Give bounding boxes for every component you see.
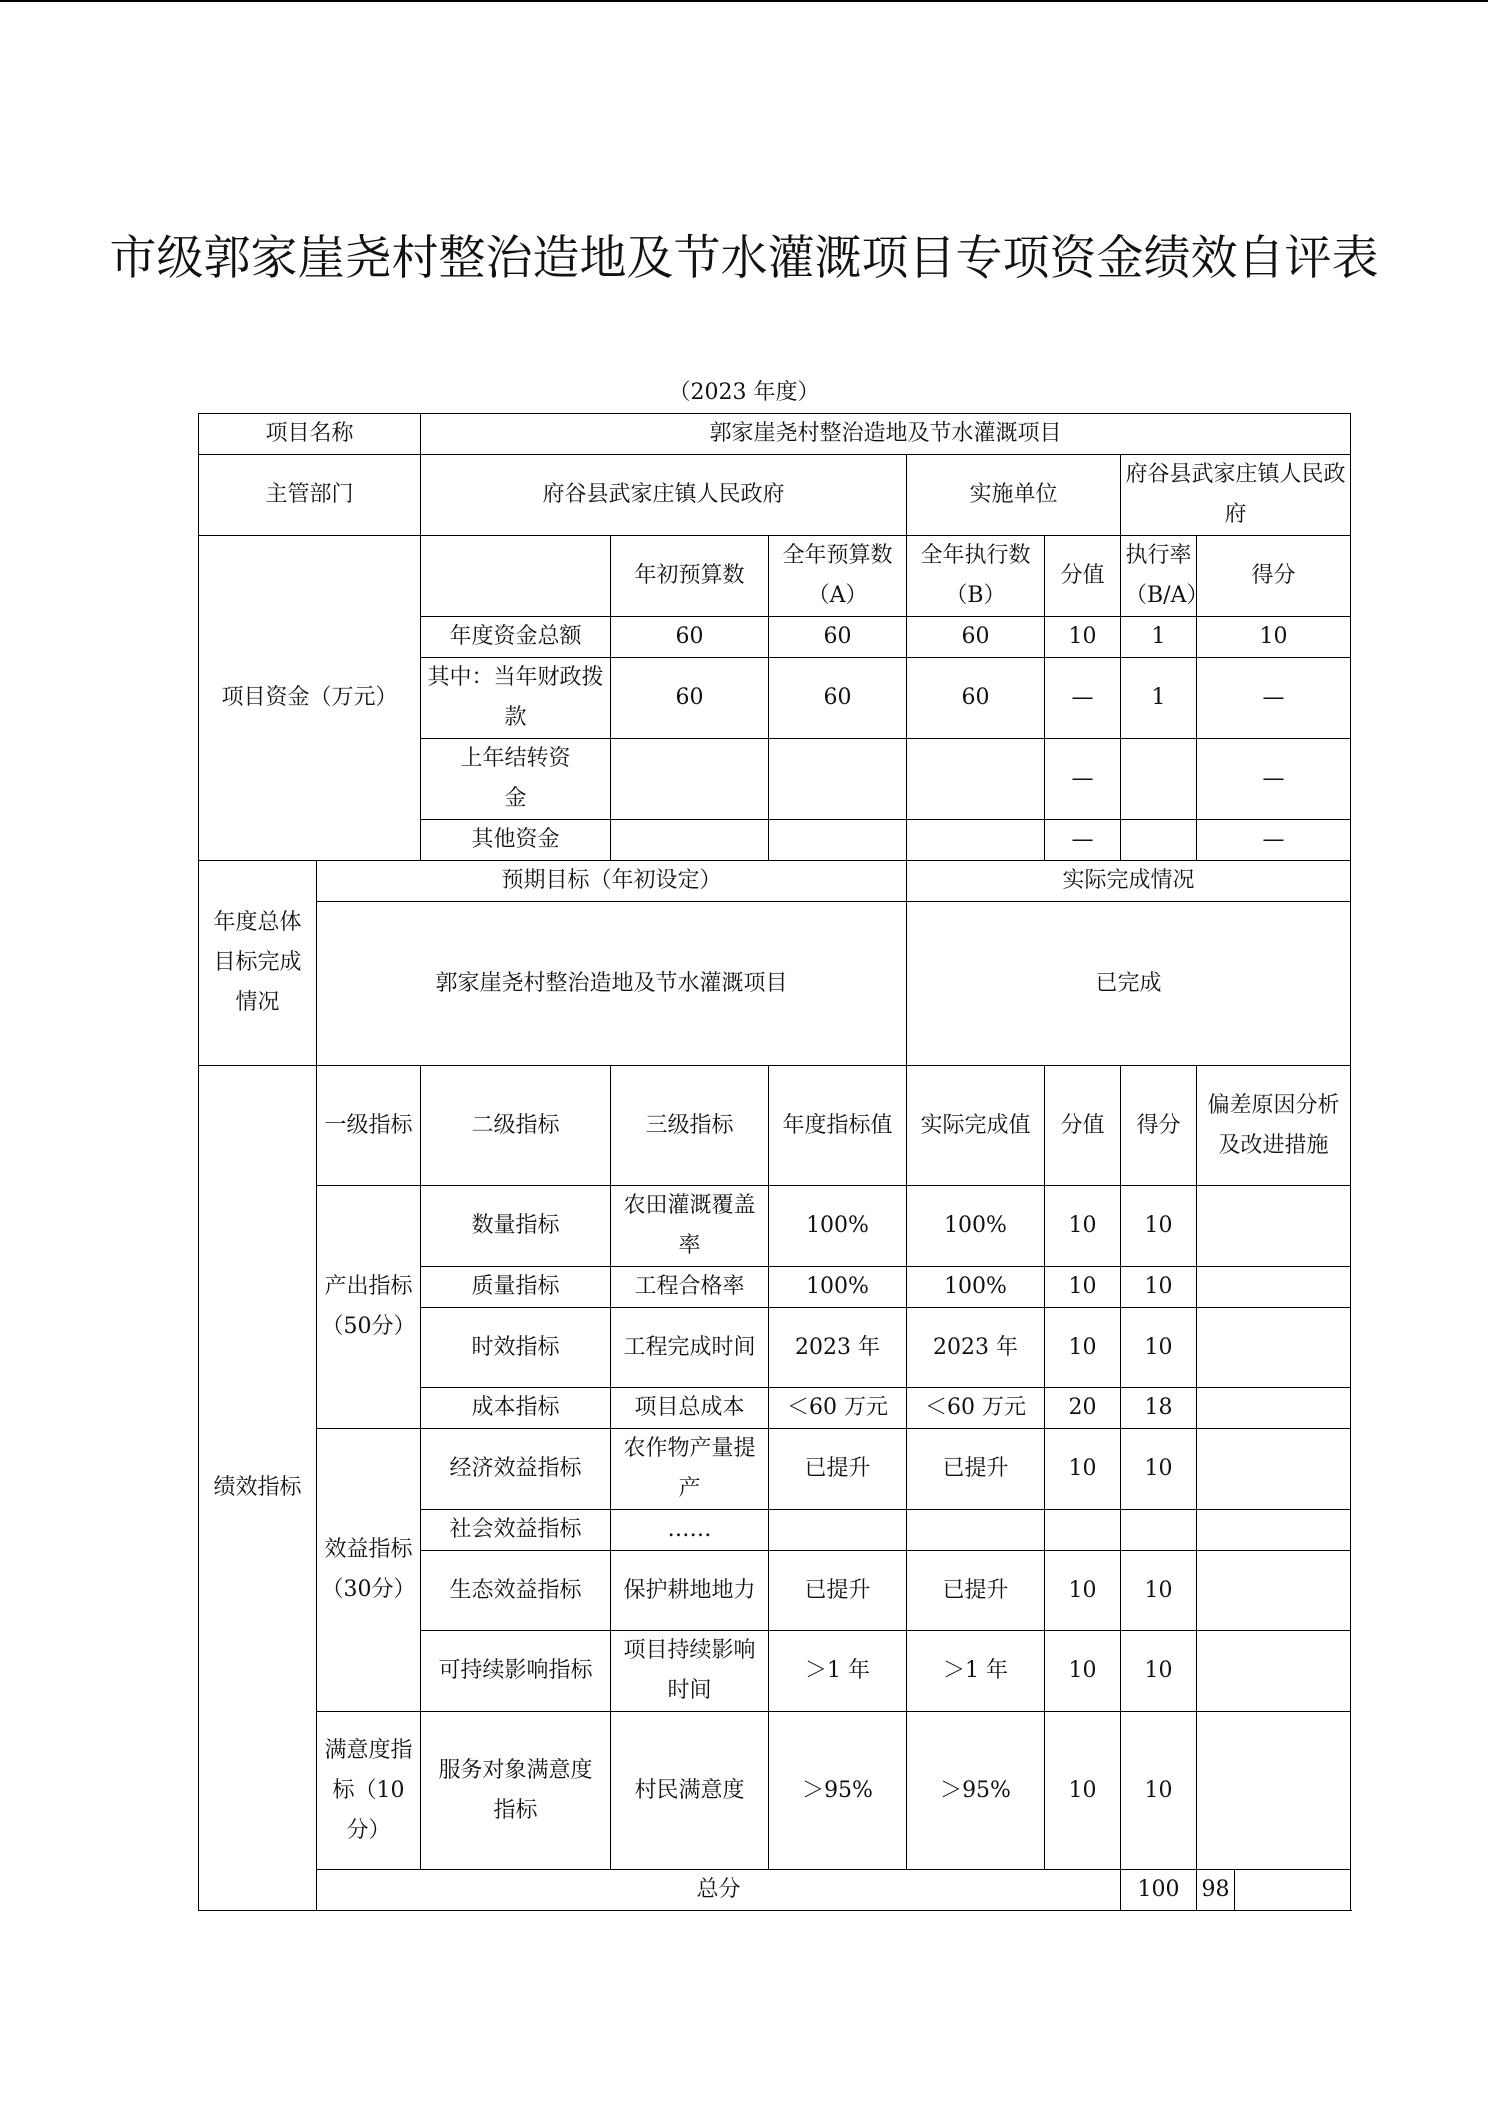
funds-header-rate: 执行率（B/A） — [1121, 536, 1197, 617]
perf-header-l1: 一级指标 — [317, 1066, 421, 1186]
funds-row-score: — — [1197, 739, 1351, 820]
perf-header-l2: 二级指标 — [421, 1066, 611, 1186]
impl-value: 府谷县武家庄镇人民政府 — [1121, 455, 1351, 536]
funds-row-score-value: — — [1045, 820, 1121, 861]
perf-header-target: 年度指标值 — [769, 1066, 907, 1186]
performance-table — [198, 413, 1351, 1911]
perf-row-l3: 项目总成本 — [611, 1388, 769, 1429]
page-title — [0, 218, 1488, 300]
perf-row-l2: 时效指标 — [421, 1308, 611, 1388]
funds-header-score-value: 分值 — [1045, 536, 1121, 617]
perf-header-note: 偏差原因分析及改进措施 — [1197, 1066, 1351, 1186]
funds-row-score: 10 — [1197, 617, 1351, 658]
impl-label: 实施单位 — [907, 455, 1121, 536]
row-perf-header — [199, 1066, 1351, 1186]
year-subtitle: （2023 年度） — [668, 380, 820, 405]
funds-row-score-value: 10 — [1045, 617, 1121, 658]
funds-row-score-value: — — [1045, 658, 1121, 739]
perf-row-l3: 工程合格率 — [611, 1267, 769, 1308]
perf-row-l2: 社会效益指标 — [421, 1510, 611, 1551]
perf-row-actual: 100% — [907, 1267, 1045, 1308]
perf-row-target: ＜60 万元 — [769, 1388, 907, 1429]
page-top-border — [0, 0, 1488, 2]
perf-row-note — [1197, 1388, 1351, 1429]
perf-row-target: 已提升 — [769, 1429, 907, 1510]
goal-label: 年度总体目标完成情况 — [199, 861, 317, 1066]
perf-row-actual: ＞95% — [907, 1712, 1045, 1870]
dept-label: 主管部门 — [199, 455, 421, 536]
goal-actual-value: 已完成 — [907, 902, 1351, 1066]
funds-row-rate — [1121, 820, 1197, 861]
total-score: 98 — [1197, 1870, 1235, 1911]
perf-row-l2: 质量指标 — [421, 1267, 611, 1308]
perf-row-target: 100% — [769, 1186, 907, 1267]
perf-row-l2: 生态效益指标 — [421, 1551, 611, 1631]
funds-header-blank — [421, 536, 611, 617]
perf-row-score: 10 — [1121, 1267, 1197, 1308]
funds-row-exec — [907, 820, 1045, 861]
row-funds-header — [199, 536, 1351, 617]
perf-row-actual: ＞1 年 — [907, 1631, 1045, 1712]
perf-row — [199, 1429, 1351, 1510]
row-department — [199, 455, 1351, 536]
perf-row-actual: 100% — [907, 1186, 1045, 1267]
perf-header-actual: 实际完成值 — [907, 1066, 1045, 1186]
perf-row-l3: 项目持续影响时间 — [611, 1631, 769, 1712]
perf-row-actual: 已提升 — [907, 1551, 1045, 1631]
perf-row-l2: 经济效益指标 — [421, 1429, 611, 1510]
row-project-name — [199, 414, 1351, 455]
row-total — [199, 1870, 1351, 1911]
perf-row-note — [1197, 1429, 1351, 1510]
funds-row-budget — [769, 739, 907, 820]
perf-row — [199, 1712, 1351, 1870]
funds-row-name: 上年结转资金 — [421, 739, 611, 820]
page-title-text: 市级郭家崖尧村整治造地及节水灌溉项目专项资金绩效自评表 — [109, 231, 1379, 286]
perf-row-value: 10 — [1045, 1308, 1121, 1388]
funds-row-initial: 60 — [611, 658, 769, 739]
perf-header-score: 得分 — [1121, 1066, 1197, 1186]
total-value: 100 — [1121, 1870, 1197, 1911]
perf-row-l3: …… — [611, 1510, 769, 1551]
perf-row-value: 10 — [1045, 1267, 1121, 1308]
perf-header-l3: 三级指标 — [611, 1066, 769, 1186]
funds-header-budget: 全年预算数（A） — [769, 536, 907, 617]
perf-row-value — [1045, 1510, 1121, 1551]
benefit-label: 效益指标（30分） — [317, 1429, 421, 1712]
funds-row-score: — — [1197, 820, 1351, 861]
perf-row-l2: 可持续影响指标 — [421, 1631, 611, 1712]
funds-row-initial — [611, 739, 769, 820]
funds-row-rate — [1121, 739, 1197, 820]
goal-expected-value: 郭家崖尧村整治造地及节水灌溉项目 — [317, 902, 907, 1066]
project-name-value: 郭家崖尧村整治造地及节水灌溉项目 — [421, 414, 1351, 455]
perf-row-actual: 已提升 — [907, 1429, 1045, 1510]
perf-row-l2: 服务对象满意度指标 — [421, 1712, 611, 1870]
perf-row-value: 10 — [1045, 1712, 1121, 1870]
perf-row-value: 20 — [1045, 1388, 1121, 1429]
perf-row-target — [769, 1510, 907, 1551]
funds-row-exec: 60 — [907, 617, 1045, 658]
perf-row-actual: 2023 年 — [907, 1308, 1045, 1388]
funds-row-budget — [769, 820, 907, 861]
perf-row-score: 10 — [1121, 1429, 1197, 1510]
funds-row-budget: 60 — [769, 658, 907, 739]
perf-row-actual: ＜60 万元 — [907, 1388, 1045, 1429]
funds-row-exec: 60 — [907, 658, 1045, 739]
perf-header-value: 分值 — [1045, 1066, 1121, 1186]
perf-row-value: 10 — [1045, 1429, 1121, 1510]
perf-row-score: 10 — [1121, 1712, 1197, 1870]
perf-row-target: 已提升 — [769, 1551, 907, 1631]
perf-row-note — [1197, 1267, 1351, 1308]
perf-row-value: 10 — [1045, 1631, 1121, 1712]
funds-row-score-value: — — [1045, 739, 1121, 820]
perf-row-value: 10 — [1045, 1186, 1121, 1267]
perf-row-score — [1121, 1510, 1197, 1551]
perf-row-note — [1197, 1510, 1351, 1551]
perf-row-l3: 农田灌溉覆盖率 — [611, 1186, 769, 1267]
perf-label: 绩效指标 — [199, 1066, 317, 1911]
funds-label: 项目资金（万元） — [199, 536, 421, 861]
funds-header-score: 得分 — [1197, 536, 1351, 617]
funds-header-exec: 全年执行数（B） — [907, 536, 1045, 617]
funds-row-rate: 1 — [1121, 617, 1197, 658]
perf-row-note — [1197, 1186, 1351, 1267]
perf-row-score: 10 — [1121, 1631, 1197, 1712]
perf-row-target: 2023 年 — [769, 1308, 907, 1388]
goal-actual-label: 实际完成情况 — [907, 861, 1351, 902]
funds-row-score: — — [1197, 658, 1351, 739]
funds-row-name: 年度资金总额 — [421, 617, 611, 658]
output-label: 产出指标（50分） — [317, 1186, 421, 1429]
perf-row-actual — [907, 1510, 1045, 1551]
satisfaction-label: 满意度指标（10分） — [317, 1712, 421, 1870]
total-note — [1235, 1870, 1351, 1911]
funds-row-rate: 1 — [1121, 658, 1197, 739]
total-label: 总分 — [317, 1870, 1121, 1911]
funds-row-initial — [611, 820, 769, 861]
perf-row-l3: 农作物产量提产 — [611, 1429, 769, 1510]
perf-row-note — [1197, 1308, 1351, 1388]
funds-row-name: 其中：当年财政拨款 — [421, 658, 611, 739]
perf-row-l3: 保护耕地地力 — [611, 1551, 769, 1631]
perf-row — [199, 1186, 1351, 1267]
funds-row-initial: 60 — [611, 617, 769, 658]
perf-row-target: 100% — [769, 1267, 907, 1308]
perf-row-l3: 村民满意度 — [611, 1712, 769, 1870]
dept-value: 府谷县武家庄镇人民政府 — [421, 455, 907, 536]
perf-row-l3: 工程完成时间 — [611, 1308, 769, 1388]
funds-row-name: 其他资金 — [421, 820, 611, 861]
funds-header-initial: 年初预算数 — [611, 536, 769, 617]
perf-row-value: 10 — [1045, 1551, 1121, 1631]
perf-row-l2: 成本指标 — [421, 1388, 611, 1429]
funds-row-exec — [907, 739, 1045, 820]
perf-row-score: 18 — [1121, 1388, 1197, 1429]
row-goal-header — [199, 861, 1351, 902]
goal-expected-label: 预期目标（年初设定） — [317, 861, 907, 902]
perf-row-l2: 数量指标 — [421, 1186, 611, 1267]
perf-row-target: ＞95% — [769, 1712, 907, 1870]
perf-row-note — [1197, 1631, 1351, 1712]
perf-row-target: ＞1 年 — [769, 1631, 907, 1712]
perf-row-note — [1197, 1551, 1351, 1631]
funds-row-budget: 60 — [769, 617, 907, 658]
perf-row-note — [1197, 1712, 1351, 1870]
perf-row-score: 10 — [1121, 1186, 1197, 1267]
project-name-label: 项目名称 — [199, 414, 421, 455]
perf-row-score: 10 — [1121, 1308, 1197, 1388]
row-goal-content — [199, 902, 1351, 1066]
perf-row-score: 10 — [1121, 1551, 1197, 1631]
